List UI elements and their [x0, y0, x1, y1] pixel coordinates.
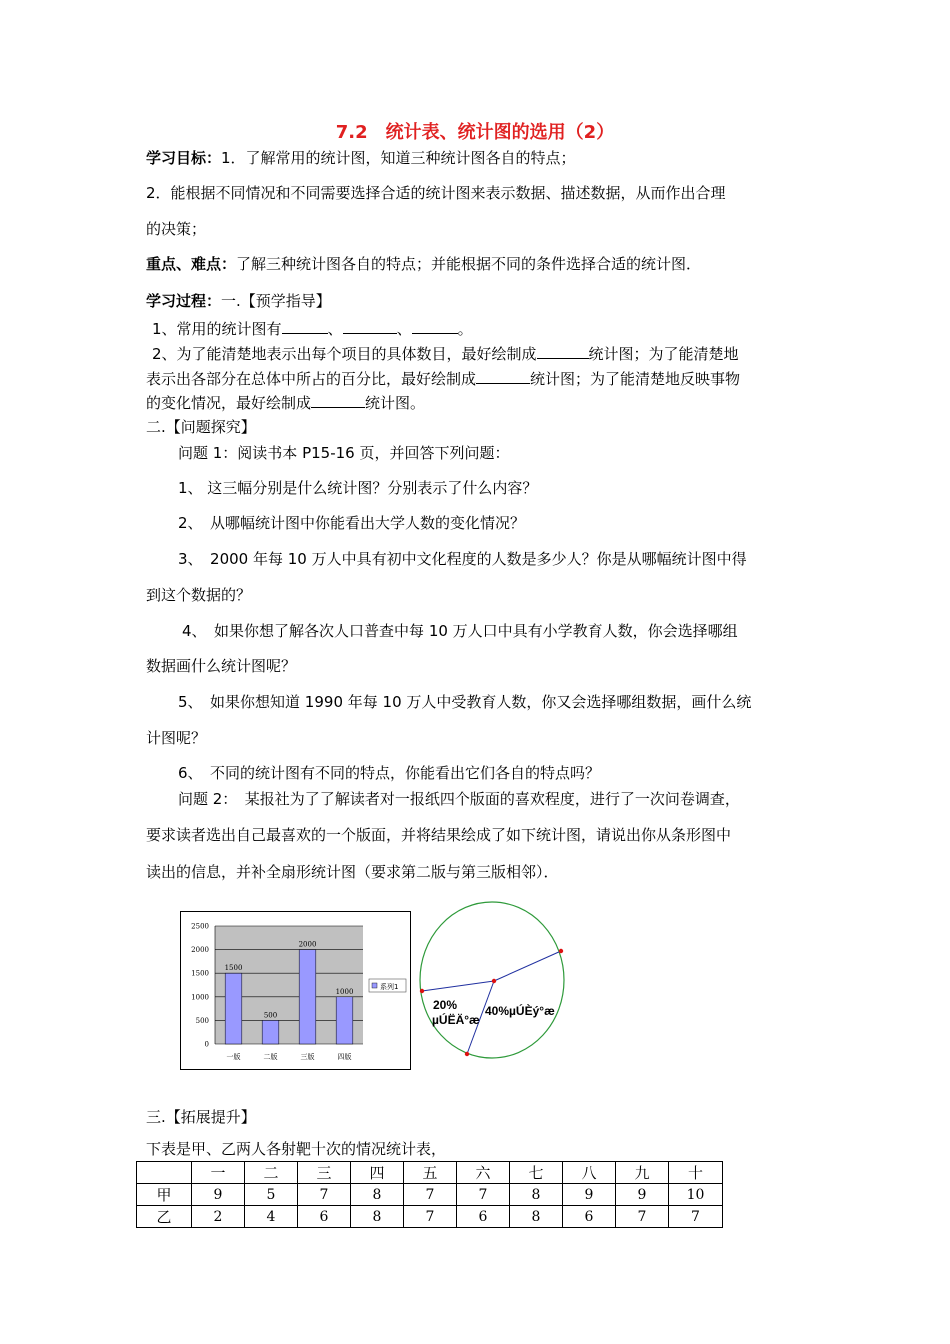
- legend: [369, 979, 406, 992]
- key-points-label: 重点、难点：: [146, 255, 237, 273]
- x-tick-label: 三版: [300, 1053, 315, 1061]
- problem1-intro: 问题 1：阅读书本 P15-16 页，并回答下列问题：: [178, 444, 510, 462]
- pie-label-b: 40%µÚÈý°æ: [485, 1004, 555, 1018]
- question-item-5-line1: 5、 如果你想知道 1990 年每 10 万人中受教育人数，你又会选择哪组数据，画什么统: [178, 693, 752, 711]
- question-item-4-line2: 数据画什么统计图呢？: [146, 657, 297, 675]
- q2-line2-b: 统计图；为了能清楚地反映事物: [530, 370, 741, 388]
- table-cell: 4: [245, 1206, 298, 1228]
- problem2-line1: 问题 2： 某报社为了了解读者对一报纸四个版面的喜欢程度，进行了一次问卷调查，: [178, 790, 740, 808]
- table-cell: 7: [404, 1206, 457, 1228]
- q1-sep1: 、: [327, 320, 343, 338]
- bar-chart-svg: [181, 912, 410, 1069]
- q2-line1-b: 统计图；为了能清楚地: [588, 345, 739, 363]
- table-cell: 8: [510, 1184, 563, 1206]
- question-item-3-line2: 到这个数据的？: [146, 586, 252, 604]
- goals-item2-line1: 2．能根据不同情况和不同需要选择合适的统计图来表示数据、描述数据，从而作出合理: [146, 184, 726, 202]
- table-cell: 10: [669, 1184, 723, 1206]
- table-header-cell: 四: [351, 1162, 404, 1184]
- x-tick-labels: [227, 1052, 352, 1061]
- y-tick-label: 1500: [191, 969, 209, 978]
- q2-blank-3[interactable]: [311, 393, 365, 408]
- q1-blank-1[interactable]: [282, 319, 328, 334]
- pie-label-a-line2: µÚËÄ°æ: [432, 1013, 480, 1027]
- table-row: [137, 1184, 723, 1206]
- pie-chart: [418, 900, 570, 1066]
- y-tick-label: 500: [195, 1016, 209, 1025]
- table-cell: 7: [669, 1206, 723, 1228]
- bar: [299, 950, 316, 1044]
- question-2-line1: [152, 343, 739, 364]
- goals-item1: 1．了解常用的统计图，知道三种统计图各自的特点；: [221, 149, 576, 167]
- table-header-cell: 八: [563, 1162, 616, 1184]
- data-label: 500: [263, 1011, 278, 1020]
- table-cell: 6: [298, 1206, 351, 1228]
- process-line: [146, 290, 331, 311]
- table-cell: 8: [510, 1206, 563, 1228]
- score-table-body: [137, 1162, 723, 1228]
- table-header-cell: 二: [245, 1162, 298, 1184]
- table-cell: 9: [192, 1184, 245, 1206]
- y-tick-label: 2000: [191, 946, 209, 955]
- key-points: [146, 253, 701, 274]
- q1-sep2: 、: [396, 320, 412, 338]
- table-header-cell: 六: [457, 1162, 510, 1184]
- question-item-3-line1: 3、 2000 年每 10 万人中具有初中文化程度的人数是多少人？你是从哪幅统计图中得: [178, 550, 747, 568]
- table-header-cell: 五: [404, 1162, 457, 1184]
- problem2-line2: 要求读者选出自己最喜欢的一个版面，并将结果绘成了如下统计图，请说出你从条形图中: [146, 826, 732, 844]
- x-tick-label: 一版: [226, 1053, 241, 1061]
- q2-line3-b: 统计图。: [365, 394, 426, 412]
- question-item-5-line2: 计图呢？: [146, 729, 207, 747]
- problem2-line3: 读出的信息，并补全扇形统计图（要求第二版与第三版相邻）．: [146, 863, 559, 881]
- table-cell: 9: [563, 1184, 616, 1206]
- table-row-label: 乙: [137, 1206, 192, 1228]
- pie-point-center: [492, 979, 496, 983]
- table-cell: 7: [616, 1206, 669, 1228]
- table-header-cell: [137, 1162, 192, 1184]
- table-header-cell: 一: [192, 1162, 245, 1184]
- score-table: [136, 1161, 723, 1228]
- goals-line1: [146, 147, 576, 168]
- pie-circle: [420, 902, 564, 1058]
- q1-blank-3[interactable]: [412, 319, 458, 334]
- y-tick-label: 2500: [191, 922, 209, 931]
- pie-point-2: [420, 989, 424, 993]
- q1-prefix: 1、常用的统计图有: [152, 320, 282, 338]
- y-tick-label: 1000: [191, 993, 209, 1002]
- y-tick-label: 0: [204, 1040, 209, 1049]
- table-header-cell: 七: [510, 1162, 563, 1184]
- table-header-cell: 九: [616, 1162, 669, 1184]
- y-tick-labels: [191, 923, 209, 1049]
- table-header-cell: 十: [669, 1162, 723, 1184]
- table-cell: 2: [192, 1206, 245, 1228]
- legend-swatch: [372, 983, 377, 988]
- goals-item2-line2: 的决策；: [146, 220, 207, 238]
- bar: [262, 1020, 279, 1044]
- table-header-cell: 三: [298, 1162, 351, 1184]
- x-tick-label: 四版: [337, 1053, 352, 1061]
- q1-blank-2[interactable]: [343, 319, 397, 334]
- table-cell: 7: [457, 1184, 510, 1206]
- data-label: 1500: [224, 964, 243, 973]
- bar-chart: [180, 911, 411, 1070]
- data-label: 2000: [298, 940, 317, 949]
- table-header-row: [137, 1162, 723, 1184]
- table-cell: 7: [298, 1184, 351, 1206]
- q2-blank-1[interactable]: [537, 344, 589, 359]
- bar: [225, 973, 242, 1044]
- pie-point-3: [465, 1052, 469, 1056]
- table-row: [137, 1206, 723, 1228]
- question-1: [152, 318, 473, 339]
- q2-blank-2[interactable]: [476, 369, 530, 384]
- question-item-1: 1、 这三幅分别是什么统计图？分别表示了什么内容？: [178, 479, 538, 497]
- process-label: 学习过程：: [146, 292, 222, 310]
- x-tick-label: 二版: [263, 1053, 278, 1061]
- section2-header: 二.【问题探究】: [146, 418, 256, 436]
- table-cell: 7: [404, 1184, 457, 1206]
- question-item-2: 2、 从哪幅统计图中你能看出大学人数的变化情况？: [178, 514, 526, 532]
- page-title: 7.2 统计表、统计图的选用（2）: [335, 122, 615, 143]
- data-label: 1000: [335, 987, 354, 996]
- question-item-4-line1: 4、 如果你想了解各次人口普查中每 10 万人口中具有小学教育人数，你会选择哪组: [182, 622, 738, 640]
- table-cell: 8: [351, 1206, 404, 1228]
- q1-end: 。: [457, 320, 473, 338]
- table-cell: 6: [563, 1206, 616, 1228]
- bar: [336, 997, 353, 1044]
- q2-line3-a: 的变化情况，最好绘制成: [146, 394, 312, 412]
- pie-chart-svg: [418, 900, 570, 1062]
- goals-label: 学习目标：: [146, 149, 222, 167]
- table-cell: 9: [616, 1184, 669, 1206]
- pie-radius-2: [422, 981, 494, 991]
- table-cell: 5: [245, 1184, 298, 1206]
- question-2-line3: [146, 392, 425, 413]
- pie-point-1: [559, 949, 563, 953]
- q2-line1-a: 2、为了能清楚地表示出每个项目的具体数目，最好绘制成: [152, 345, 537, 363]
- q2-line2-a: 表示出各部分在总体中所占的百分比，最好绘制成: [146, 370, 477, 388]
- question-2-line2: [146, 368, 740, 389]
- table-cell: 6: [457, 1206, 510, 1228]
- legend-label: 系列1: [380, 983, 399, 991]
- section1-header: 一.【预学指导】: [221, 292, 331, 310]
- key-points-text: 了解三种统计图各自的特点；并能根据不同的条件选择合适的统计图．: [236, 255, 702, 273]
- table-cell: 8: [351, 1184, 404, 1206]
- pie-radius-1: [494, 951, 561, 981]
- section3-intro: 下表是甲、乙两人各射靶十次的情况统计表，: [146, 1140, 447, 1158]
- question-item-6: 6、 不同的统计图有不同的特点，你能看出它们各自的特点吗？: [178, 764, 601, 782]
- table-row-label: 甲: [137, 1184, 192, 1206]
- section3-header: 三.【拓展提升】: [146, 1108, 256, 1126]
- pie-label-a-line1: 20%: [433, 998, 458, 1012]
